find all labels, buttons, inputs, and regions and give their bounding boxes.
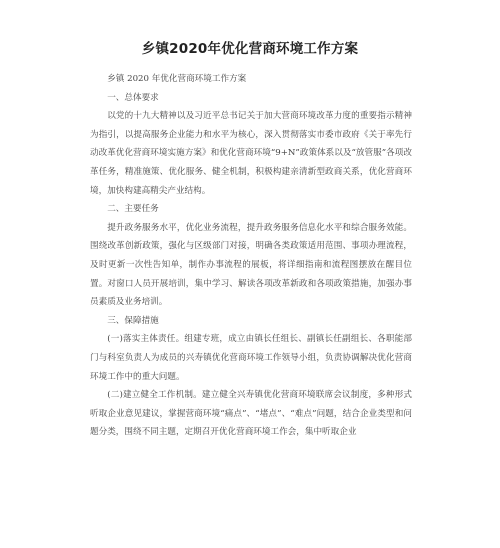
subtitle-paragraph: 乡镇 2020 年优化营商环境工作方案 <box>107 74 247 84</box>
document-title: 乡镇2020年优化营商环境工作方案 <box>141 41 359 57</box>
paragraph-main-tasks: 提升政务服务水平，优化业务流程，提升政务服务信息化水平和综合服务效能。围绕改革创新政策，强化与区级部门对接，明确各类政策适用范围、事项办理流程，及时更新一次性告知单，制作办事流程的展板，将详细指南和流程图摆放在醒目位置。对窗口人员开展培训，集中学习、解读各项改革新政和各项政策措施，加强办事员素质及业务培训。 <box>90 222 412 308</box>
section-heading-safeguards: 三、保障措施 <box>107 315 159 326</box>
document-body <box>90 70 412 442</box>
section-heading-general-requirements: 一、总体要求 <box>107 92 159 103</box>
paragraph-safeguard-2: (二)建立健全工作机制。建立健全兴寿镇优化营商环境联席会议制度，多种形式听取企业意见建议，掌握营商环境“痛点”、“堵点”、“难点”问题，结合企业类型和问题分类，围绕不同主题，定期召开优化营商环境工作会，集中听取企业 <box>90 390 412 438</box>
section-heading-main-tasks: 二、主要任务 <box>107 204 159 215</box>
paragraph-general-requirements: 以党的十九大精神以及习近平总书记关于加大营商环境改革力度的重要指示精神为指引，以提高服务企业能力和水平为核心，深入贯彻落实市委市政府《关于率先行动改革优化营商环境实施方案》和优化营商环境“9+N”政策体系以及“放管服”各项改革任务，精准施策、优化服务、健全机制，积极构建亲清新型政商关系，优化营商环境，加快构建高精尖产业结构。 <box>90 111 412 196</box>
paragraph-safeguard-1: (一)落实主体责任。组建专班，成立由镇长任组长、副镇长任副组长、各职能部门与科室负责人为成员的兴寿镇优化营商环境工作领导小组，负责协调解决优化营商环境工作中的重大问题。 <box>90 334 412 382</box>
